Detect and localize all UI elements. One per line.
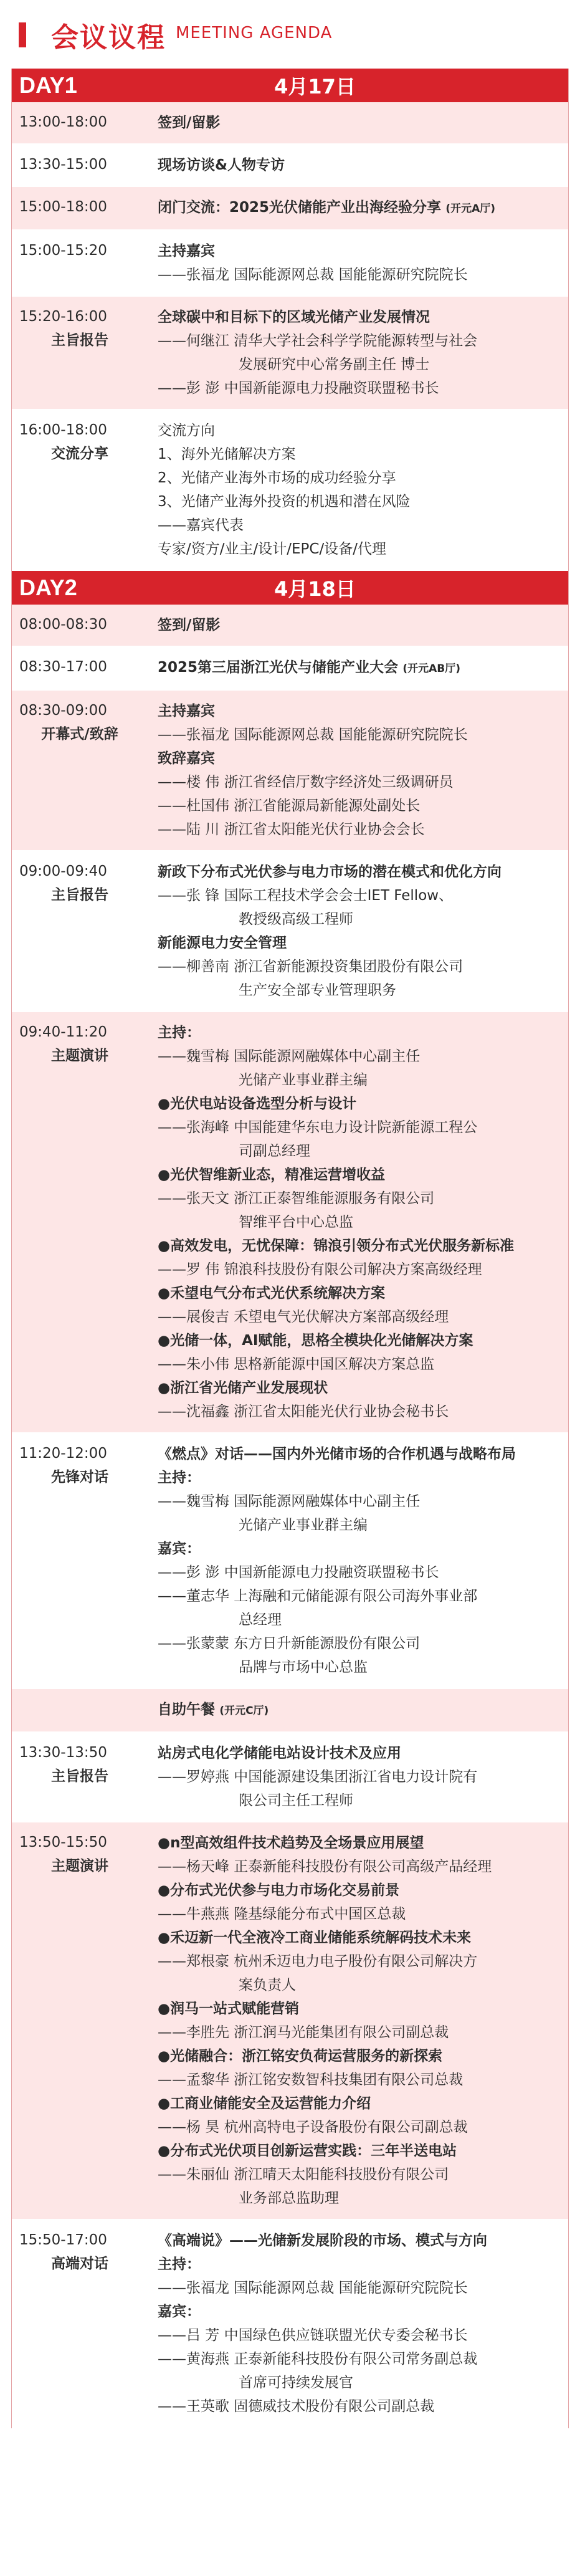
session-line: [158, 1068, 558, 1092]
venue-note: (开元AB厅): [402, 663, 460, 675]
session-time: [12, 1689, 148, 1731]
line-text: 案负责人: [239, 1977, 296, 1993]
session-line: [158, 1561, 558, 1584]
session-line: [158, 490, 558, 514]
session-line: [158, 1329, 558, 1353]
session-line: [158, 1139, 558, 1163]
session-line: [158, 419, 558, 443]
time-range: 13:00-18:00: [19, 114, 107, 130]
line-text: ——嘉宾代表: [158, 517, 244, 534]
day-label: DAY1: [19, 72, 77, 98]
page-title: 会议议程: [51, 22, 166, 54]
session-line: [158, 1021, 558, 1045]
venue-note: (开元C厅): [219, 1705, 269, 1717]
line-text: ——陆 川 浙江省太阳能光伏行业协会会长: [158, 821, 425, 838]
session-time: [12, 605, 148, 646]
line-text: ——张蒙蒙 东方日升新能源股份有限公司: [158, 1635, 421, 1652]
session-line: [158, 1281, 558, 1305]
session-content: [148, 1012, 568, 1432]
session-line: [158, 376, 558, 400]
line-text: 主持嘉宾: [158, 243, 215, 259]
session-line: [158, 2186, 558, 2210]
line-text: 教授级高级工程师: [239, 911, 353, 927]
session-line: [158, 770, 558, 794]
line-text: ——王英歌 固德威技术股份有限公司副总裁: [158, 2398, 435, 2415]
session-time: [12, 102, 148, 143]
session-line: [158, 1092, 558, 1116]
line-text: 签到/留影: [158, 115, 221, 131]
line-text: 主持：: [158, 1470, 201, 1486]
session-line: [158, 2395, 558, 2418]
time-range: 13:30-13:50: [19, 1745, 107, 1761]
day2-header: [12, 571, 568, 605]
line-text: 新政下分布式光伏参与电力市场的潜在模式和优化方向: [158, 864, 502, 880]
line-text: 主持嘉宾: [158, 703, 215, 719]
agenda-row: [12, 1733, 568, 1822]
agenda-row: [12, 145, 568, 187]
session-line: [158, 2115, 558, 2139]
agenda-row: [12, 2220, 568, 2428]
line-text: 主持：: [158, 1025, 201, 1041]
session-line: [158, 153, 558, 177]
time-range: 15:50-17:00: [19, 2232, 107, 2248]
line-text: ——楼 伟 浙江省经信厅数字经济处三级调研员: [158, 774, 454, 790]
line-text: ——朱小伟 思格新能源中国区解决方案总监: [158, 1356, 435, 1372]
session-line: [158, 955, 558, 979]
line-text: 业务部总监助理: [239, 2190, 339, 2206]
session-line: [158, 1879, 558, 1902]
line-text: 光储产业事业群主编: [239, 1517, 368, 1533]
session-line: [158, 931, 558, 955]
session-time: [12, 1434, 148, 1688]
session-time: [12, 297, 148, 409]
time-range: 15:20-16:00: [19, 309, 107, 325]
session-content: [148, 1434, 568, 1688]
line-text: ——张福龙 国际能源网总裁 国能能源研究院院长: [158, 267, 468, 283]
line-text: ——杨天峰 正泰新能科技股份有限公司高级产品经理: [158, 1859, 492, 1875]
session-type: 开幕式/致辞: [41, 726, 118, 742]
session-line: [158, 1466, 558, 1490]
session-line: [158, 2276, 558, 2300]
header-accent-bar: [19, 22, 26, 47]
session-content: [148, 1689, 568, 1731]
session-content: [148, 410, 568, 570]
line-text: 全球碳中和目标下的区域光储产业发展情况: [158, 309, 430, 325]
agenda-row: [12, 187, 568, 231]
time-range: 09:40-11:20: [19, 1024, 107, 1040]
session-type: 高端对话: [51, 2256, 108, 2272]
session-line: [158, 818, 558, 841]
agenda-row: [12, 1012, 568, 1434]
session-line: [158, 239, 558, 263]
session-content: [148, 1733, 568, 1821]
line-text: 《高端说》——光储新发展阶段的市场、模式与方向: [158, 2233, 487, 2249]
agenda-row: [12, 851, 568, 1012]
session-line: [158, 353, 558, 376]
line-text: ——张天文 浙江正泰智维能源服务有限公司: [158, 1190, 435, 1207]
line-text: 2025第三届浙江光伏与储能产业大会: [158, 659, 399, 676]
session-time: [12, 691, 148, 850]
agenda-row: [12, 231, 568, 297]
session-line: [158, 1305, 558, 1329]
line-text: 《燃点》对话——国内外光储市场的合作机遇与战略布局: [158, 1446, 516, 1462]
session-content: [148, 187, 568, 229]
session-line: [158, 1116, 558, 1139]
time-range: 13:30-15:00: [19, 156, 107, 173]
line-text: ——郑根豪 杭州禾迈电力电子股份有限公司解决方: [158, 1953, 478, 1970]
session-line: [158, 263, 558, 287]
day-label: DAY2: [19, 575, 77, 600]
session-content: [148, 297, 568, 409]
line-text: ●光储一体，AI赋能，思格全模块化光储解决方案: [158, 1333, 473, 1349]
session-line: [158, 1698, 558, 1723]
session-line: [158, 1376, 558, 1400]
session-line: [158, 1902, 558, 1926]
day-date: 4月18日: [274, 577, 356, 601]
line-text: 3、光储产业海外投资的机遇和潜在风险: [158, 494, 411, 510]
line-text: ——彭 澎 中国新能源电力投融资联盟秘书长: [158, 380, 439, 396]
session-line: [158, 613, 558, 637]
session-line: [158, 979, 558, 1002]
session-line: [158, 2139, 558, 2163]
line-text: ——孟黎华 浙江铭安数智科技集团有限公司总裁: [158, 2072, 464, 2088]
session-line: [158, 1258, 558, 1281]
line-text: ●高效发电，无忧保障：锦浪引领分布式光伏服务新标准: [158, 1238, 515, 1254]
line-text: ●分布式光伏参与电力市场化交易前景: [158, 1882, 400, 1898]
session-line: [158, 2300, 558, 2324]
session-line: [158, 1353, 558, 1376]
line-text: ●工商业储能安全及运营能力介绍: [158, 2095, 371, 2112]
session-line: [158, 1442, 558, 1466]
session-line: [158, 537, 558, 561]
header: [0, 0, 580, 69]
line-text: ●禾望电气分布式光伏系统解决方案: [158, 1285, 386, 1301]
session-line: [158, 2347, 558, 2371]
line-text: ——张福龙 国际能源网总裁 国能能源研究院院长: [158, 2280, 468, 2296]
session-line: [158, 1045, 558, 1068]
session-line: [158, 1950, 558, 1973]
agenda-row: [12, 691, 568, 851]
line-text: 签到/留影: [158, 617, 221, 633]
line-text: 站房式电化学储能电站设计技术及应用: [158, 1745, 401, 1761]
session-content: [148, 605, 568, 646]
time-range: 15:00-15:20: [19, 242, 107, 259]
session-line: [158, 111, 558, 135]
agenda-row: [12, 297, 568, 410]
venue-note: (开元A厅): [445, 203, 496, 215]
session-line: [158, 1997, 558, 2021]
line-text: ——张 锋 国际工程技术学会会士IET Fellow、: [158, 888, 454, 904]
line-text: ——李胜先 浙江润马光能集团有限公司副总裁: [158, 2024, 449, 2041]
session-line: [158, 2092, 558, 2115]
agenda-row: [12, 410, 568, 571]
line-text: ——罗 伟 锦浪科技股份有限公司解决方案高级经理: [158, 1262, 482, 1278]
session-type: 主题演讲: [51, 1858, 108, 1874]
session-type: 交流分享: [51, 446, 108, 462]
line-text: ●禾迈新一代全液冷工商业储能系统解码技术未来: [158, 1930, 472, 1946]
session-time: [12, 410, 148, 570]
line-text: ——沈福鑫 浙江省太阳能光伏行业协会秘书长: [158, 1404, 449, 1420]
session-line: [158, 747, 558, 770]
session-time: [12, 2220, 148, 2427]
session-line: [158, 1537, 558, 1561]
session-type: 主旨报告: [51, 887, 108, 903]
session-line: [158, 1765, 558, 1789]
day1-header: [12, 69, 568, 102]
line-text: 2、光储产业海外市场的成功经验分享: [158, 470, 396, 486]
line-text: 司副总经理: [239, 1143, 310, 1159]
agenda-row: [12, 605, 568, 647]
session-line: [158, 2021, 558, 2044]
session-line: [158, 2163, 558, 2186]
session-content: [148, 145, 568, 186]
session-line: [158, 907, 558, 931]
line-text: ●浙江省光储产业发展现状: [158, 1380, 328, 1396]
line-text: 主持：: [158, 2256, 201, 2272]
session-line: [158, 699, 558, 723]
line-text: ——罗婷燕 中国能源建设集团浙江省电力设计院有: [158, 1769, 478, 1785]
session-time: [12, 1822, 148, 2219]
line-text: 闭门交流：2025光伏储能产业出海经验分享: [158, 199, 442, 216]
line-text: ——杨 昊 杭州高特电子设备股份有限公司副总裁: [158, 2119, 468, 2135]
line-text: ——魏雪梅 国际能源网融媒体中心副主任: [158, 1493, 421, 1510]
line-text: 品牌与市场中心总监: [239, 1659, 368, 1675]
session-line: [158, 1210, 558, 1234]
session-time: [12, 647, 148, 689]
session-line: [158, 305, 558, 329]
line-text: 光储产业事业群主编: [239, 1072, 368, 1088]
session-time: [12, 1733, 148, 1821]
line-text: ——展俊吉 禾望电气光伏解决方案部高级经理: [158, 1309, 449, 1325]
line-text: ——朱丽仙 浙江晴天太阳能科技股份有限公司: [158, 2167, 449, 2183]
line-text: 总经理: [239, 1612, 282, 1628]
line-text: ——何继江 清华大学社会科学学院能源转型与社会: [158, 333, 478, 349]
page-subtitle: MEETING AGENDA: [176, 24, 333, 42]
day-date: 4月17日: [274, 75, 356, 98]
line-text: ——董志华 上海融和元储能源有限公司海外事业部: [158, 1588, 478, 1604]
day1-sessions: [12, 102, 568, 571]
line-text: ●润马一站式赋能营销: [158, 2001, 300, 2017]
session-line: [158, 860, 558, 884]
session-line: [158, 794, 558, 818]
line-text: 自助午餐: [158, 1702, 215, 1718]
line-text: 交流方向: [158, 423, 215, 439]
agenda-row: [12, 1822, 568, 2220]
time-range: 11:20-12:00: [19, 1445, 107, 1462]
session-type: 主旨报告: [51, 332, 108, 348]
session-line: [158, 1490, 558, 1513]
line-text: 智维平台中心总监: [239, 1214, 353, 1230]
line-text: ——牛燕燕 隆基绿能分布式中国区总裁: [158, 1906, 406, 1922]
day2-sessions: [12, 605, 568, 2428]
agenda-row: [12, 1689, 568, 1733]
session-type: 主题演讲: [51, 1048, 108, 1064]
session-line: [158, 2229, 558, 2253]
session-line: [158, 443, 558, 466]
line-text: ●光储融合：浙江铭安负荷运营服务的新探索: [158, 2048, 443, 2064]
session-line: [158, 656, 558, 681]
agenda-row: [12, 647, 568, 691]
session-line: [158, 1741, 558, 1765]
line-text: ●分布式光伏项目创新运营实践：三年半送电站: [158, 2143, 457, 2159]
session-type: 先锋对话: [51, 1469, 108, 1485]
session-line: [158, 1163, 558, 1187]
line-text: 嘉宾：: [158, 2304, 201, 2320]
line-text: 生产安全部专业管理职务: [239, 982, 396, 998]
line-text: ——张福龙 国际能源网总裁 国能能源研究院院长: [158, 727, 468, 743]
line-text: 1、海外光储解决方案: [158, 446, 296, 462]
agenda-row: [12, 102, 568, 145]
session-line: [158, 1632, 558, 1655]
session-line: [158, 329, 558, 353]
session-line: [158, 1584, 558, 1608]
line-text: 限公司主任工程师: [239, 1793, 353, 1809]
session-line: [158, 1608, 558, 1632]
line-text: ●光伏智维新业态，精准运营增收益: [158, 1167, 386, 1183]
time-range: 15:00-18:00: [19, 199, 107, 215]
time-range: 08:30-17:00: [19, 659, 107, 675]
session-line: [158, 2068, 558, 2092]
session-content: [148, 1822, 568, 2219]
session-line: [158, 1926, 558, 1950]
session-line: [158, 2253, 558, 2276]
session-line: [158, 2371, 558, 2395]
session-time: [12, 145, 148, 186]
session-time: [12, 231, 148, 295]
line-text: ●n型高效组件技术趋势及全场景应用展望: [158, 1835, 424, 1851]
session-line: [158, 1789, 558, 1812]
session-line: [158, 514, 558, 537]
session-line: [158, 1855, 558, 1879]
line-text: ——杜国伟 浙江省能源局新能源处副处长: [158, 798, 421, 814]
session-content: [148, 851, 568, 1011]
line-text: 嘉宾：: [158, 1541, 201, 1557]
line-text: ——柳善南 浙江省新能源投资集团股份有限公司: [158, 959, 464, 975]
line-text: ——黄海燕 正泰新能科技股份有限公司常务副总裁: [158, 2351, 478, 2367]
session-line: [158, 1973, 558, 1997]
session-content: [148, 102, 568, 143]
session-line: [158, 2044, 558, 2068]
session-line: [158, 884, 558, 907]
time-range: 08:30-09:00: [19, 702, 107, 719]
line-text: 首席可持续发展官: [239, 2375, 353, 2391]
session-line: [158, 2324, 558, 2347]
session-line: [158, 196, 558, 221]
session-content: [148, 231, 568, 295]
line-text: 致辞嘉宾: [158, 750, 215, 767]
line-text: ——魏雪梅 国际能源网融媒体中心副主任: [158, 1048, 421, 1065]
session-content: [148, 2220, 568, 2427]
session-line: [158, 1513, 558, 1537]
session-line: [158, 1234, 558, 1258]
time-range: 08:00-08:30: [19, 616, 107, 633]
session-line: [158, 1831, 558, 1855]
agenda-row: [12, 1434, 568, 1689]
session-line: [158, 723, 558, 747]
line-text: ——彭 澎 中国新能源电力投融资联盟秘书长: [158, 1564, 439, 1581]
line-text: 专家/资方/业主/设计/EPC/设备/代理: [158, 541, 386, 557]
line-text: ●光伏电站设备选型分析与设计: [158, 1096, 357, 1112]
session-line: [158, 466, 558, 490]
time-range: 09:00-09:40: [19, 863, 107, 879]
session-time: [12, 1012, 148, 1432]
line-text: ——吕 芳 中国绿色供应链联盟光伏专委会秘书长: [158, 2327, 468, 2344]
agenda-table: [11, 69, 569, 2428]
session-content: [148, 647, 568, 689]
session-type: 主旨报告: [51, 1768, 108, 1784]
line-text: ——张海峰 中国能建华东电力设计院新能源工程公: [158, 1119, 478, 1136]
session-line: [158, 1187, 558, 1210]
session-line: [158, 1400, 558, 1424]
session-time: [12, 851, 148, 1011]
session-line: [158, 1655, 558, 1679]
session-time: [12, 187, 148, 229]
line-text: 新能源电力安全管理: [158, 935, 287, 951]
time-range: 13:50-15:50: [19, 1834, 107, 1851]
time-range: 16:00-18:00: [19, 422, 107, 438]
line-text: 现场访谈&人物专访: [158, 157, 285, 173]
line-text: 发展研究中心常务副主任 博士: [239, 357, 430, 373]
session-content: [148, 691, 568, 850]
